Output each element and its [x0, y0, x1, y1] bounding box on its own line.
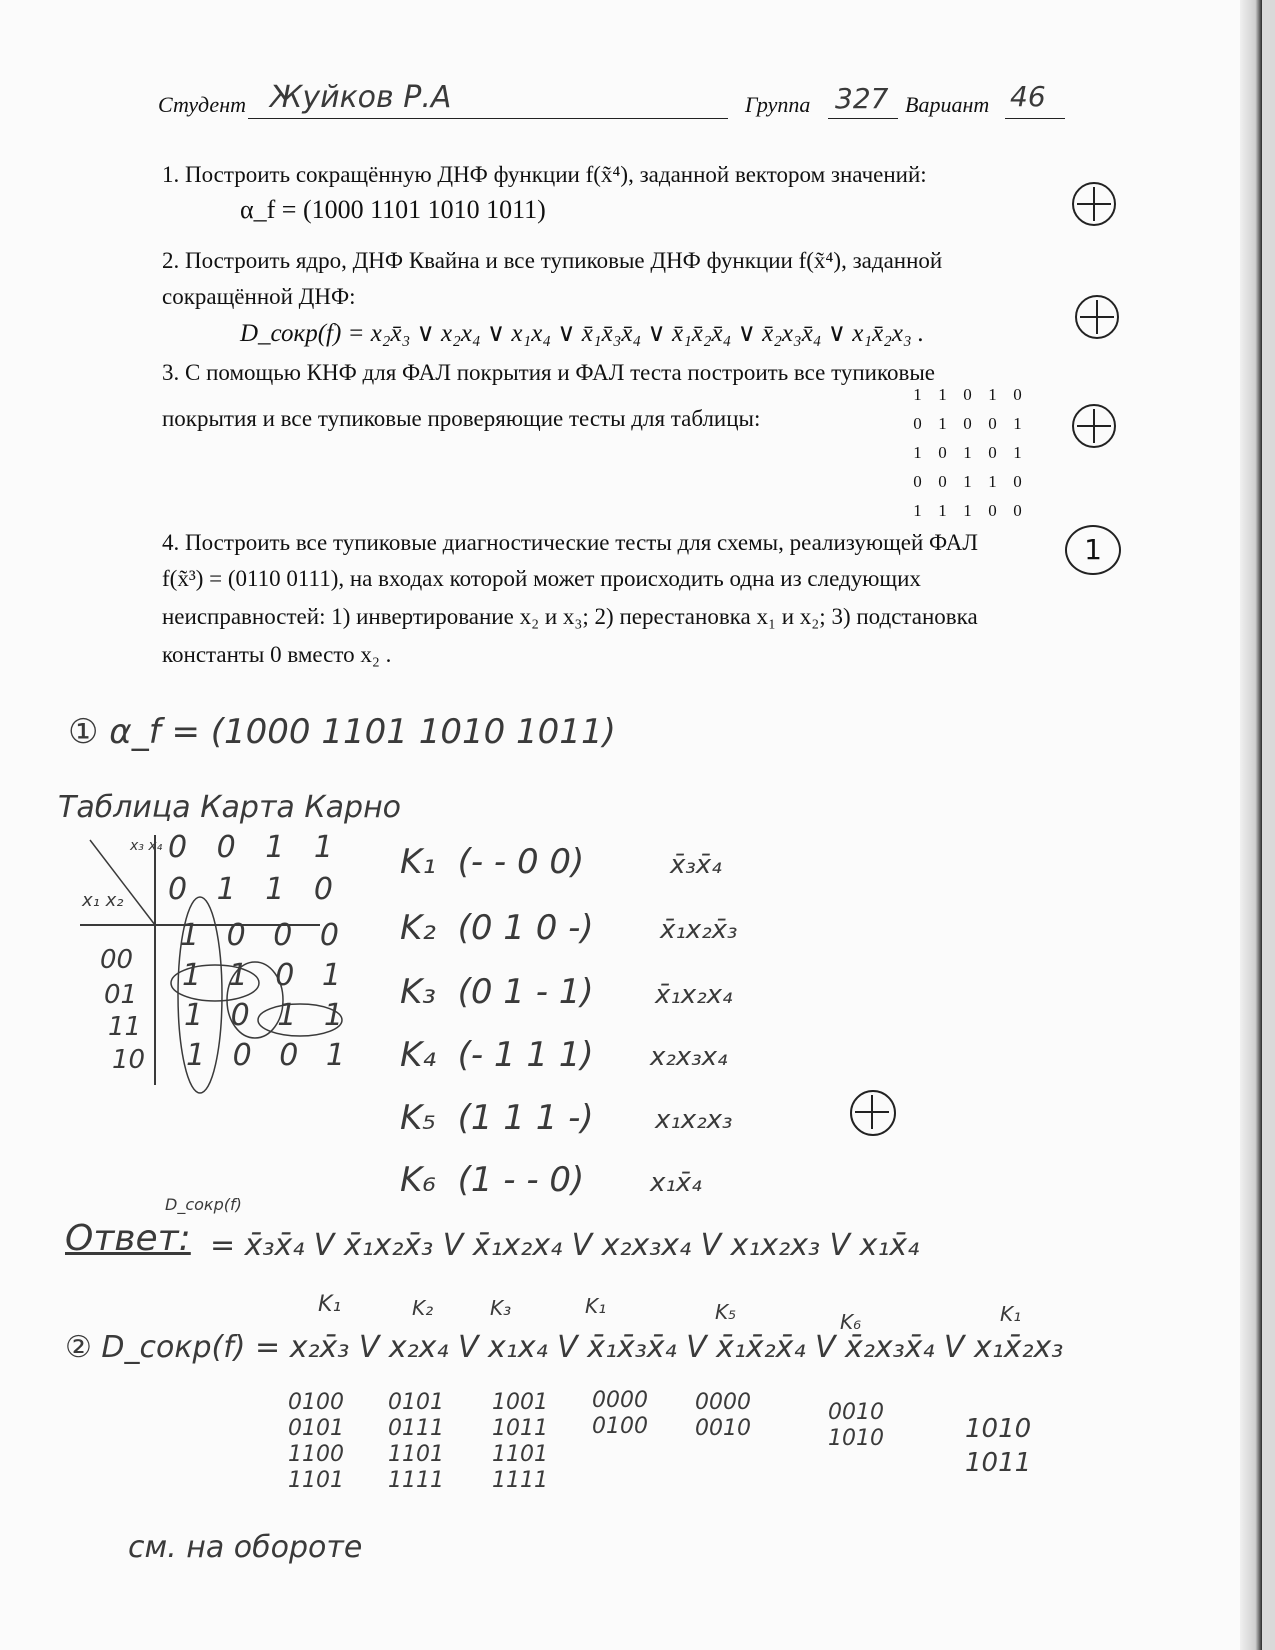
kmap-row-11: 11 [108, 1012, 142, 1042]
list-item: K₂ (0 1 0 -) [400, 908, 594, 948]
kmap-cells-row1: 1 0 0 0 [180, 918, 348, 953]
student-line [248, 118, 728, 119]
table-row: 1 1 1 0 0 [913, 501, 1022, 520]
task-1-number: 1. [162, 162, 180, 187]
k-label: K₁ [585, 1294, 607, 1318]
task-2-text-line2: сокращённой ДНФ: [162, 284, 356, 309]
table-row: 0 0 1 1 0 [913, 472, 1022, 491]
table-row: 0 1 0 0 1 [913, 414, 1022, 433]
kmap-cells-row3: 1 0 1 1 [184, 998, 352, 1033]
group-line [828, 118, 898, 119]
interval-term: x₁x₂x₃ [655, 1105, 733, 1135]
task-2-text: Построить ядро, ДНФ Квайна и все тупиковые ДНФ функции f(x̃⁴), заданной [185, 248, 943, 273]
col-2: 0101 0111 1101 1111 [388, 1390, 444, 1493]
kmap-cells-row4: 1 0 0 1 [186, 1038, 354, 1073]
task-4-text-line3: неисправностей: 1) инвертирование x₂ и x₃; 2) перестановка x₁ и x₂; 3) подстановка [162, 604, 978, 629]
grade-plus-1 [1072, 182, 1116, 226]
kmap-cols-bottom: 0 1 1 0 [168, 872, 343, 907]
grade-plus-4 [850, 1090, 896, 1136]
group-value: 327 [835, 82, 889, 115]
kmap-corner: x₁ x₂ [82, 890, 124, 911]
page-edge-shadow [1240, 0, 1262, 1650]
k-label: K₆ [840, 1310, 862, 1334]
k-label: K₁ [318, 1292, 342, 1317]
task-3-number: 3. [162, 360, 180, 385]
col-5: 0000 0010 [695, 1390, 751, 1441]
student-name: Жуйков Р.А [270, 80, 452, 115]
task-3-text-line2: покрытия и все тупиковые проверяющие тесты для таблицы: [162, 406, 761, 431]
interval-term: x̄₁x₂x₄ [655, 980, 733, 1010]
task-3-table [905, 380, 1030, 525]
k-label: K₁ [1000, 1302, 1022, 1326]
task-1-formula: α_f = (1000 1101 1010 1011) [240, 195, 546, 224]
grade-one: 1 [1065, 525, 1121, 575]
task-2 [162, 244, 942, 278]
footer-note: см. на обороте [128, 1530, 363, 1565]
k-label: K₃ [490, 1296, 512, 1320]
list-item: K₄ (- 1 1 1) [400, 1035, 594, 1075]
student-label: Студент [158, 92, 246, 117]
interval-term: x̄₃x̄₄ [670, 850, 722, 880]
interval-term: x̄₁x₂x̄₃ [660, 915, 738, 945]
col-3: 1001 1011 1101 1111 [492, 1390, 548, 1493]
list-item: K₅ (1 1 1 -) [400, 1098, 594, 1138]
task-4-text-line2: f(x̃³) = (0110 0111), на входах которой может происходить одна из следующих [162, 566, 921, 591]
col-4: 0000 0100 [592, 1388, 648, 1439]
task-4-text: Построить все тупиковые диагностические тесты для схемы, реализующей ФАЛ [185, 530, 978, 555]
task-2-number: 2. [162, 248, 180, 273]
list-item: K₃ (0 1 - 1) [400, 972, 594, 1012]
task-4 [162, 526, 978, 560]
variant-value: 46 [1010, 80, 1046, 113]
task-3-text: С помощью КНФ для ФАЛ покрытия и ФАЛ теста построить все тупиковые [185, 360, 935, 385]
variant-line [1005, 118, 1065, 119]
answer-label: Ответ: [65, 1218, 191, 1259]
col-6: 0010 1010 [828, 1400, 884, 1451]
task-1 [162, 158, 927, 192]
col-7: 1010 1011 [965, 1414, 1032, 1478]
grade-plus-2 [1075, 295, 1119, 339]
task-4-text-line4: константы 0 вместо x₂ . [162, 642, 392, 667]
task-1-text: Построить сокращённую ДНФ функции f(x̃⁴), заданной вектором значений: [185, 162, 927, 187]
col-1: 0100 0101 1100 1101 [288, 1390, 344, 1493]
task-2-formula: D_сокр(f) = x₂x̄₃ ∨ x₂x₄ ∨ x₁x₄ ∨ x̄₁x̄₃x̄₄ ∨ x̄₁x̄₂x̄₄ ∨ x̄₂x₃x̄₄ ∨ x₁x̄₂x₃ . [240, 320, 925, 347]
grade-plus-3 [1072, 404, 1116, 448]
answer-subscript: D_сокр(f) [165, 1195, 242, 1214]
kmap-cols-top: 0 0 1 1 [168, 830, 343, 865]
solution-2-formula: ② D_сокр(f) = x₂x̄₃ V x₂x₄ V x₁x₄ V x̄₁x̄₃x̄₄ V x̄₁x̄₂x̄₄ V x̄₂x₃x̄₄ V x₁x̄₂x₃ [65, 1330, 1064, 1365]
list-item: K₆ (1 - - 0) [400, 1160, 585, 1200]
variant-label: Вариант [905, 92, 990, 117]
solution-1-title: ① α_f = (1000 1101 1010 1011) [68, 712, 616, 752]
table-row: 1 0 1 0 1 [913, 443, 1022, 462]
interval-term: x₁x̄₄ [650, 1168, 702, 1198]
kmap-corner-top: x₃ x₄ [130, 838, 163, 854]
group-label: Группа [745, 92, 811, 117]
kmap-cells-row2: 1 1 0 1 [182, 958, 350, 993]
task-4-number: 4. [162, 530, 180, 555]
karnaugh-title: Таблица Карта Карно [58, 790, 402, 825]
task-3 [162, 356, 935, 390]
table-row: 1 1 0 1 0 [913, 385, 1022, 404]
list-item: K₁ (- - 0 0) [400, 842, 585, 882]
interval-term: x₂x₃x₄ [650, 1042, 728, 1072]
kmap-row-00: 00 [100, 945, 134, 975]
k-label: K₂ [412, 1296, 434, 1320]
k-label: K₅ [715, 1300, 737, 1324]
kmap-row-10: 10 [112, 1045, 146, 1075]
kmap-row-01: 01 [104, 980, 138, 1010]
answer-formula: = x̄₃x̄₄ V x̄₁x₂x̄₃ V x̄₁x₂x₄ V x₂x₃x₄ V x₁x₂x₃ V x₁x̄₄ [210, 1228, 920, 1263]
